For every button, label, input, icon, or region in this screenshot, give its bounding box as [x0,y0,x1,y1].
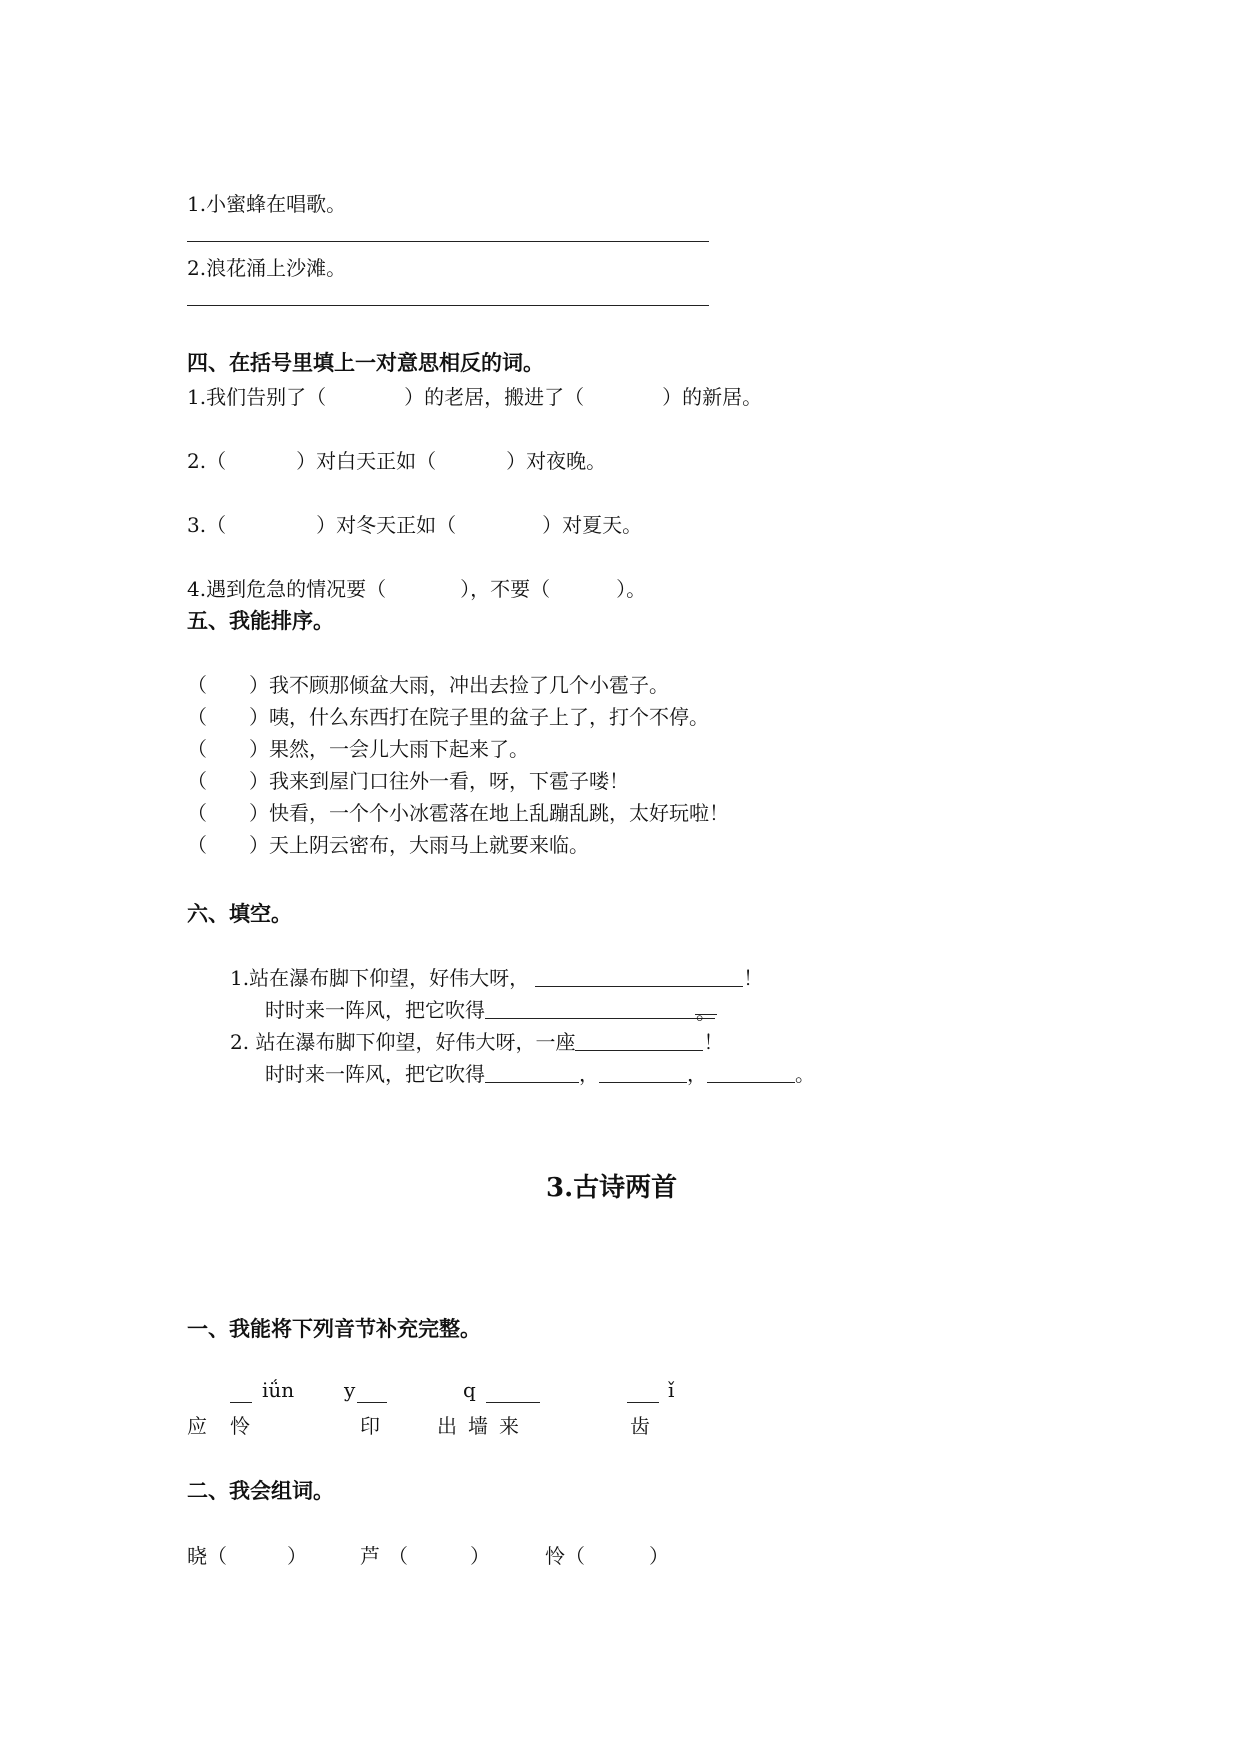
antonym-line-1 [187,381,762,410]
paren-open: （ [388,1544,408,1568]
word-char: 芦 [360,1544,380,1568]
fill-blank[interactable] [599,1064,687,1083]
word-char: 怜 [545,1544,565,1568]
ordering-item-text: 我来到屋门口往外一看，呀，下雹子喽！ [269,769,629,793]
antonym-line-2-a: 2.（ [187,449,227,473]
ordering-list [187,669,729,861]
comma: ， [579,1062,599,1086]
antonym-line-1-b: ）的老居，搬进了（ [404,385,585,409]
fill-line-4-text: 时时来一阵风，把它吹得 [265,1062,485,1086]
paren-open: （ [187,801,207,825]
pinyin-blank[interactable] [486,1402,540,1403]
paren-close: ） [249,737,269,761]
antonym-line-3-a: 3.（ [187,513,227,537]
fill-blank[interactable] [485,1000,715,1019]
paren-open: （ [187,673,207,697]
word-item [187,1540,307,1569]
fill-line-4 [265,1058,815,1087]
paren-open: （ [565,1544,585,1568]
section-4-heading: 四、在括号里填上一对意思相反的词。 [187,350,544,375]
paren-open: （ [187,769,207,793]
paren-open: （ [187,705,207,729]
section-5-heading: 五、我能排序。 [187,608,334,633]
fill-line-1-text: 1.站在瀑布脚下仰望，好伟大呀， [230,966,530,990]
pinyin-fragment: q [463,1378,476,1402]
ordering-item-text: 天上阴云密布，大雨马上就要来临。 [269,833,589,857]
char: 出 [437,1414,457,1438]
paren-close: ） [470,1544,490,1568]
comma: ， [687,1062,707,1086]
paren-open: （ [207,1544,227,1568]
word-char: 晓 [187,1544,207,1568]
pinyin-fragment: iǘn [262,1378,295,1402]
fill-blank[interactable] [485,1064,579,1083]
fill-blank[interactable] [707,1064,795,1083]
lesson-section-1-heading: 一、我能将下列音节补充完整。 [187,1316,481,1341]
ordering-item-text: 快看，一个个小冰雹落在地上乱蹦乱跳，太好玩啦！ [269,801,729,825]
answer-line-1[interactable] [187,241,709,242]
antonym-line-2-c: ）对夜晚。 [506,449,607,473]
pinyin-fragment: y [344,1378,356,1402]
antonym-line-3-c: ）对夏天。 [542,513,643,537]
paren-close: ） [249,801,269,825]
char: 印 [360,1414,380,1438]
ordering-item [187,797,729,829]
antonym-line-4-c: ）。 [616,577,647,601]
exclamation: ！ [703,1030,724,1054]
paren-close: ） [249,705,269,729]
antonym-line-2 [187,445,606,474]
word-item [360,1540,490,1569]
lesson-title: 3.古诗两首 [546,1173,678,1203]
period: 。 [695,996,717,1015]
paren-close: ） [249,769,269,793]
char: 来 [499,1414,519,1438]
lesson-section-2-heading: 二、我会组词。 [187,1478,334,1503]
pinyin-fragment: ǐ [668,1378,675,1402]
fill-line-3-text: 2. 站在瀑布脚下仰望，好伟大呀，一座 [230,1030,576,1054]
antonym-line-2-b: ）对白天正如（ [296,449,437,473]
char: 齿 [630,1414,650,1438]
antonym-line-1-a: 1.我们告别了（ [187,385,327,409]
fill-line-2-text: 时时来一阵风，把它吹得 [265,998,485,1022]
paren-open: （ [187,737,207,761]
ordering-item-text: 咦，什么东西打在院子里的盆子上了，打个不停。 [269,705,709,729]
exclamation: ！ [743,966,764,990]
antonym-line-1-c: ）的新居。 [662,385,763,409]
question-2-text: 2.浪花涌上沙滩。 [187,256,347,280]
ordering-item-text: 我不顾那倾盆大雨，冲出去捡了几个小雹子。 [269,673,669,697]
char: 应 [187,1414,207,1438]
question-1-text: 1.小蜜蜂在唱歌。 [187,192,347,216]
ordering-item [187,733,729,765]
char: 怜 [230,1414,250,1438]
pinyin-blank[interactable] [230,1402,252,1403]
paren-close: ） [649,1544,669,1568]
ordering-item [187,765,729,797]
ordering-item [187,669,729,701]
period: 。 [795,1062,815,1086]
fill-line-2 [265,994,717,1023]
ordering-item [187,829,729,861]
char: 墙 [468,1414,488,1438]
answer-line-2[interactable] [187,305,709,306]
ordering-item [187,701,729,733]
antonym-line-3 [187,509,642,538]
fill-blank[interactable] [535,968,743,987]
section-6-heading: 六、填空。 [187,901,292,926]
antonym-line-4-a: 4.遇到危急的情况要（ [187,577,387,601]
antonym-line-3-b: ）对冬天正如（ [316,513,457,537]
antonym-line-4-b: ），不要（ [460,577,551,601]
ordering-item-text: 果然，一会儿大雨下起来了。 [269,737,529,761]
antonym-line-4 [187,573,646,602]
fill-line-3 [230,1026,723,1055]
paren-close: ） [249,673,269,697]
word-item [545,1540,669,1569]
paren-close: ） [287,1544,307,1568]
fill-blank[interactable] [575,1032,703,1051]
pinyin-blank[interactable] [357,1402,387,1403]
paren-close: ） [249,833,269,857]
paren-open: （ [187,833,207,857]
pinyin-blank[interactable] [627,1402,659,1403]
fill-line-1 [230,962,763,991]
